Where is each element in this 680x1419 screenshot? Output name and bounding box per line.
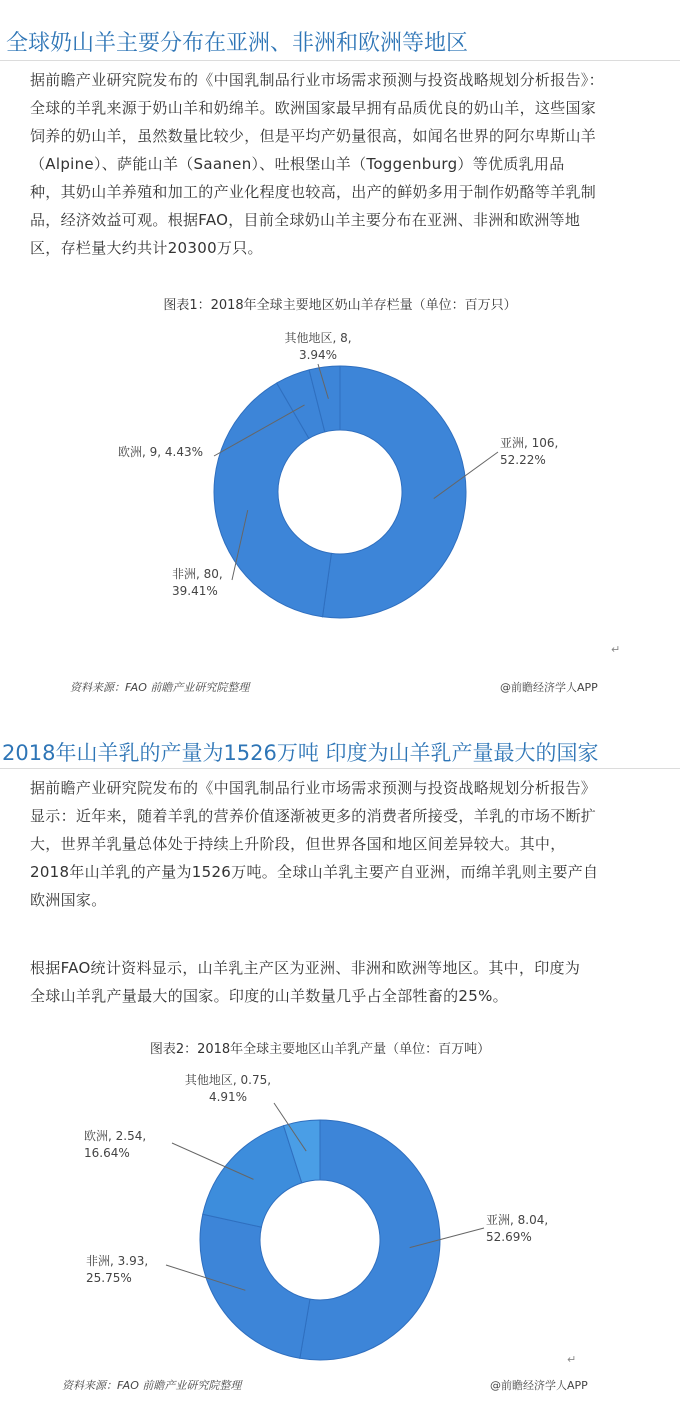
chart1-brand: @前瞻经济学人APP — [500, 681, 598, 694]
slice-label: 52.69% — [486, 1230, 532, 1244]
section2-divider — [0, 768, 680, 769]
paragraph-line: 全球的羊乳来源于奶山羊和奶绵羊。欧洲国家最早拥有品质优良的奶山羊，这些国家 — [30, 99, 597, 117]
slice-label: 25.75% — [86, 1271, 132, 1285]
slice-label: 欧洲, 2.54, — [84, 1129, 147, 1143]
section1-heading: 全球奶山羊主要分布在亚洲、非洲和欧洲等地区 — [6, 31, 469, 56]
slice-label: 亚洲, 106, — [500, 436, 559, 450]
slice-label: 3.94% — [298, 348, 338, 362]
section2-heading: 2018年山羊乳的产量为1526万吨 印度为山羊乳产量最大的国家 — [2, 741, 599, 765]
paragraph-line: 据前瞻产业研究院发布的《中国乳制品行业市场需求预测与投资战略规划分析报告》： — [30, 71, 604, 89]
section2-paragraph-1 — [30, 774, 670, 914]
slice-label: 4.91% — [208, 1090, 248, 1104]
paragraph-line: 饲养的奶山羊，虽然数量比较少，但是平均产奶量很高，如闻名世界的阿尔卑斯山羊 — [30, 127, 597, 145]
slice-label: 欧洲, 9, 4.43% — [118, 445, 204, 459]
return-mark: ↵ — [567, 1353, 577, 1366]
chart2-brand: @前瞻经济学人APP — [490, 1379, 588, 1392]
section2-paragraph-2 — [30, 954, 670, 1010]
slice-label: 非洲, 80, — [172, 567, 223, 581]
return-mark: ↵ — [611, 643, 621, 656]
paragraph-line: 据前瞻产业研究院发布的《中国乳制品行业市场需求预测与投资战略规划分析报告》 — [30, 779, 597, 797]
section1-paragraph — [30, 66, 670, 262]
donut-slice-亚洲 — [323, 366, 466, 618]
slice-label: 其他地区, 0.75, — [184, 1073, 272, 1087]
chart2-source: 资料来源：FAO 前瞻产业研究院整理 — [62, 1379, 242, 1392]
slice-label: 亚洲, 8.04, — [486, 1213, 549, 1227]
paragraph-line: 全球山羊乳产量最大的国家。印度的山羊数量几乎占全部牲畜的25%。 — [30, 987, 508, 1005]
slice-label: 其他地区, 8, — [284, 331, 352, 345]
chart2-donut — [0, 1060, 680, 1390]
paragraph-line: 根据FAO统计资料显示，山羊乳主产区为亚洲、非洲和欧洲等地区。其中，印度为 — [30, 959, 581, 977]
chart2-title: 图表2：2018年全球主要地区山羊乳产量（单位：百万吨） — [149, 1042, 491, 1057]
donut-slice-欧洲 — [203, 1126, 302, 1227]
paragraph-line: （Alpine）、萨能山羊（Saanen）、吐根堡山羊（Toggenburg）等优质乳用品 — [30, 155, 565, 173]
chart1-title: 图表1：2018年全球主要地区奶山羊存栏量（单位：百万只） — [163, 298, 517, 313]
paragraph-line: 欧洲国家。 — [30, 891, 107, 909]
slice-label: 52.22% — [500, 453, 546, 467]
donut-slice-亚洲 — [300, 1120, 440, 1360]
paragraph-line: 品，经济效益可观。根据FAO，目前全球奶山羊主要分布在亚洲、非洲和欧洲等地 — [30, 211, 581, 229]
section1-divider — [0, 60, 680, 61]
slice-label: 39.41% — [172, 584, 218, 598]
slice-label: 16.64% — [84, 1146, 130, 1160]
chart1-donut — [0, 320, 680, 660]
paragraph-line: 种，其奶山羊养殖和加工的产业化程度也较高，出产的鲜奶多用于制作奶酪等羊乳制 — [30, 183, 597, 201]
slice-label: 非洲, 3.93, — [86, 1254, 149, 1268]
paragraph-line: 2018年山羊乳的产量为1526万吨。全球山羊乳主要产自亚洲，而绵羊乳则主要产自 — [30, 863, 599, 881]
paragraph-line: 区，存栏量大约共计20300万只。 — [30, 239, 263, 257]
donut-slice-非洲 — [200, 1214, 310, 1358]
chart1-source: 资料来源：FAO 前瞻产业研究院整理 — [70, 681, 250, 694]
paragraph-line: 显示：近年来，随着羊乳的营养价值逐渐被更多的消费者所接受，羊乳的市场不断扩 — [30, 807, 597, 825]
paragraph-line: 大，世界羊乳量总体处于持续上升阶段，但世界各国和地区间差异较大。其中， — [30, 835, 566, 853]
